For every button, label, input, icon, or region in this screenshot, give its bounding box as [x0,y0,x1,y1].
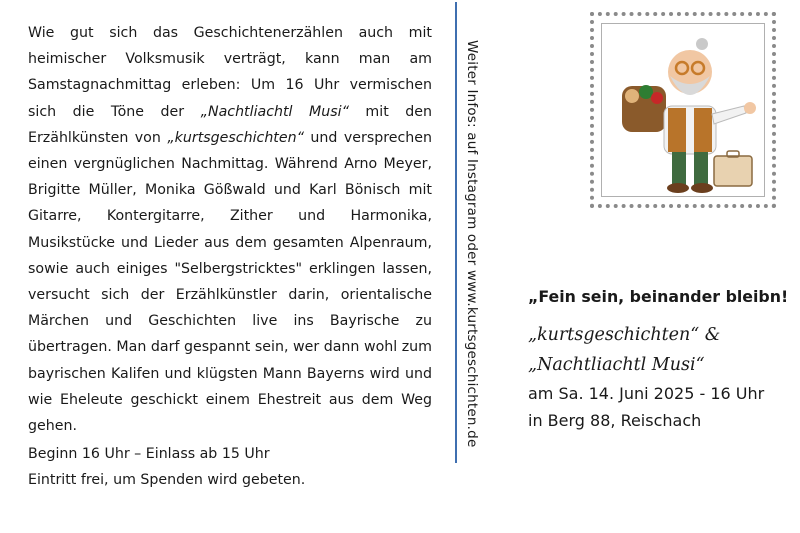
storyteller-illustration [594,16,772,204]
performer-band: „Nachtliachtl Musi“ [528,355,705,375]
info-link-note: Weiter Infos: auf Instagram oder www.kurtsgeschichten.de [464,40,480,448]
divider-line [455,2,457,463]
doll-head [625,89,639,103]
vest-right [694,108,712,152]
shoe [691,183,713,193]
event-description [28,20,432,439]
performer-storytellers: „kurtsgeschichten“ & [528,325,721,345]
event-location: in Berg 88, Reischach [528,411,702,430]
shoe [667,183,689,193]
suitcase [714,156,752,186]
storytellers-name: „kurtsgeschichten“ [167,129,304,146]
description-paragraph [28,20,432,439]
motto-heading: „Fein sein, beinander bleibn! [528,287,789,306]
event-date: am Sa. 14. Juni 2025 - 16 Uhr [528,384,765,403]
admission-note: Eintritt frei, um Spenden wird gebeten. [28,472,306,488]
leg [694,152,708,186]
vest-left [668,108,686,152]
description-part2: mit den Erzählkünsten von [28,103,432,146]
description-part3: und versprechen einen vergnüglichen Nachmittag. Während Arno Meyer, Brigitte Müller, Monika Gößwald und Karl Bönisch mit Gitarre, Kontergitarre, Zither und Harmonika, Musikstücke und Lieder aus dem gesamten Alpenraum, sowie auch einiges "Selbergstricktes" erklingen lassen, versucht sich der Erzählkünstler darin, orientalische Märchen und Geschichten live ins Bayrische zu übertragen. Man darf gespannt sein, wer dann wohl zum bayrischen Kalifen und klügsten Mann Bayerns wird und wie Eheleute geschickt einem Ehestreit aus dem Weg gehen. [28,129,432,435]
event-details [528,287,796,434]
description-part1: Wie gut sich das Geschichtenerzählen auch mit heimischer Volksmusik verträgt, kann man am Samstagnachmittag erleben: Um 16 Uhr vermischen sich die Töne der [28,25,432,120]
entry-info [28,441,432,493]
band-name: „Nachtliachtl Musi“ [200,103,349,120]
start-time: Beginn 16 Uhr – Einlass ab 15 Uhr [28,446,270,462]
doll-head [639,85,653,99]
arm [712,106,746,124]
doll-head [651,92,663,104]
leg [672,152,686,186]
postage-stamp [590,12,776,208]
hair-bun [696,38,708,50]
hand [744,102,756,114]
